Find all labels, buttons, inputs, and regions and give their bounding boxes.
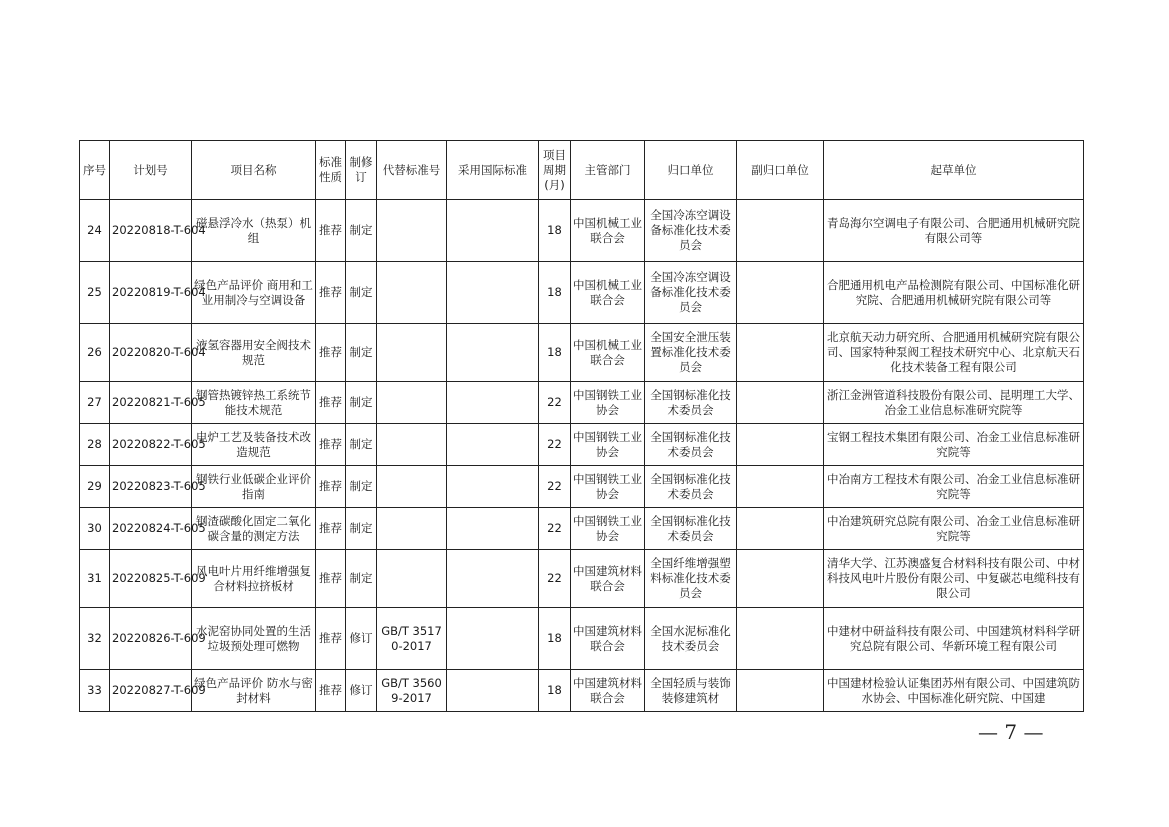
- cell-sub-tc: [737, 508, 824, 550]
- cell-period: 22: [539, 466, 571, 508]
- cell-plan-no: 20220821-T-605: [110, 382, 192, 424]
- cell-project-name: 磁悬浮冷水（热泵）机组: [192, 200, 316, 262]
- cell-drafter: 宝钢工程技术集团有限公司、冶金工业信息标准研究院等: [824, 424, 1084, 466]
- table-row: [80, 508, 1084, 550]
- cell-sub-tc: [737, 262, 824, 324]
- cell-revise: 制定: [346, 324, 377, 382]
- cell-revise: 修订: [346, 608, 377, 670]
- cell-intl-std: [447, 324, 539, 382]
- cell-seq: 33: [80, 670, 110, 712]
- cell-std-nature: 推荐: [316, 200, 346, 262]
- cell-drafter: 中建材中研益科技有限公司、中国建筑材料科学研究总院有限公司、华新环境工程有限公司: [824, 608, 1084, 670]
- cell-sub-tc: [737, 324, 824, 382]
- cell-revise: 制定: [346, 262, 377, 324]
- cell-period: 22: [539, 550, 571, 608]
- table-row: [80, 324, 1084, 382]
- cell-plan-no: 20220824-T-605: [110, 508, 192, 550]
- cell-project-name: 钢管热镀锌热工系统节能技术规范: [192, 382, 316, 424]
- cell-plan-no: 20220825-T-609: [110, 550, 192, 608]
- cell-intl-std: [447, 608, 539, 670]
- cell-drafter: 浙江金洲管道科技股份有限公司、昆明理工大学、冶金工业信息标准研究院等: [824, 382, 1084, 424]
- cell-sub-tc: [737, 670, 824, 712]
- table-row: [80, 200, 1084, 262]
- cell-revise: 制定: [346, 200, 377, 262]
- cell-replaced-std: [377, 550, 447, 608]
- cell-period: 22: [539, 424, 571, 466]
- header-dept: 主管部门: [571, 141, 645, 200]
- table-row: [80, 382, 1084, 424]
- table-row: [80, 424, 1084, 466]
- cell-seq: 30: [80, 508, 110, 550]
- cell-plan-no: 20220823-T-605: [110, 466, 192, 508]
- cell-std-nature: 推荐: [316, 508, 346, 550]
- cell-project-name: 电炉工艺及装备技术改造规范: [192, 424, 316, 466]
- cell-sub-tc: [737, 550, 824, 608]
- cell-drafter: 北京航天动力研究所、合肥通用机械研究院有限公司、国家特种泵阀工程技术研究中心、北京航天石化技术装备工程有限公司: [824, 324, 1084, 382]
- cell-std-nature: 推荐: [316, 608, 346, 670]
- cell-plan-no: 20220826-T-609: [110, 608, 192, 670]
- cell-plan-no: 20220818-T-604: [110, 200, 192, 262]
- header-drafter: 起草单位: [824, 141, 1084, 200]
- cell-intl-std: [447, 424, 539, 466]
- cell-revise: 制定: [346, 382, 377, 424]
- cell-replaced-std: [377, 466, 447, 508]
- cell-tc: 全国轻质与装饰装修建筑材: [645, 670, 737, 712]
- cell-seq: 32: [80, 608, 110, 670]
- cell-drafter: 中冶南方工程技术有限公司、冶金工业信息标准研究院等: [824, 466, 1084, 508]
- cell-drafter: 中国建材检验认证集团苏州有限公司、中国建筑防水协会、中国标准化研究院、中国建: [824, 670, 1084, 712]
- table-body: [80, 200, 1084, 712]
- cell-period: 18: [539, 670, 571, 712]
- table-header-row: [80, 141, 1084, 200]
- cell-intl-std: [447, 200, 539, 262]
- cell-dept: 中国机械工业联合会: [571, 262, 645, 324]
- cell-sub-tc: [737, 200, 824, 262]
- cell-replaced-std: GB/T 35609-2017: [377, 670, 447, 712]
- cell-revise: 修订: [346, 670, 377, 712]
- cell-seq: 27: [80, 382, 110, 424]
- cell-project-name: 钢渣碳酸化固定二氧化碳含量的测定方法: [192, 508, 316, 550]
- cell-drafter: 合肥通用机电产品检测院有限公司、中国标准化研究院、合肥通用机械研究院有限公司等: [824, 262, 1084, 324]
- header-seq: 序号: [80, 141, 110, 200]
- cell-project-name: 风电叶片用纤维增强复合材料拉挤板材: [192, 550, 316, 608]
- cell-sub-tc: [737, 382, 824, 424]
- cell-intl-std: [447, 670, 539, 712]
- cell-std-nature: 推荐: [316, 382, 346, 424]
- cell-plan-no: 20220820-T-604: [110, 324, 192, 382]
- cell-replaced-std: [377, 424, 447, 466]
- table-row: [80, 670, 1084, 712]
- cell-revise: 制定: [346, 466, 377, 508]
- cell-plan-no: 20220819-T-604: [110, 262, 192, 324]
- cell-drafter: 清华大学、江苏澳盛复合材料科技有限公司、中材科技风电叶片股份有限公司、中复碳芯电缆科技有限公司: [824, 550, 1084, 608]
- cell-intl-std: [447, 262, 539, 324]
- cell-tc: 全国钢标准化技术委员会: [645, 508, 737, 550]
- cell-project-name: 绿色产品评价 防水与密封材料: [192, 670, 316, 712]
- cell-dept: 中国钢铁工业协会: [571, 424, 645, 466]
- table-row: [80, 262, 1084, 324]
- cell-intl-std: [447, 550, 539, 608]
- cell-period: 18: [539, 262, 571, 324]
- cell-sub-tc: [737, 608, 824, 670]
- header-plan-no: 计划号: [110, 141, 192, 200]
- cell-tc: 全国钢标准化技术委员会: [645, 424, 737, 466]
- cell-project-name: 水泥窑协同处置的生活垃圾预处理可燃物: [192, 608, 316, 670]
- cell-tc: 全国纤维增强塑料标准化技术委员会: [645, 550, 737, 608]
- cell-std-nature: 推荐: [316, 670, 346, 712]
- cell-replaced-std: [377, 200, 447, 262]
- header-tc: 归口单位: [645, 141, 737, 200]
- cell-std-nature: 推荐: [316, 466, 346, 508]
- standards-plan-table: [79, 140, 1084, 712]
- cell-period: 22: [539, 382, 571, 424]
- header-period: 项目周期(月): [539, 141, 571, 200]
- cell-dept: 中国建筑材料联合会: [571, 608, 645, 670]
- cell-seq: 29: [80, 466, 110, 508]
- cell-replaced-std: [377, 508, 447, 550]
- cell-std-nature: 推荐: [316, 262, 346, 324]
- cell-dept: 中国钢铁工业协会: [571, 382, 645, 424]
- cell-drafter: 中冶建筑研究总院有限公司、冶金工业信息标准研究院等: [824, 508, 1084, 550]
- header-replaced-std: 代替标准号: [377, 141, 447, 200]
- cell-intl-std: [447, 382, 539, 424]
- cell-tc: 全国冷冻空调设备标准化技术委员会: [645, 262, 737, 324]
- cell-period: 18: [539, 324, 571, 382]
- cell-intl-std: [447, 508, 539, 550]
- cell-plan-no: 20220822-T-605: [110, 424, 192, 466]
- cell-seq: 31: [80, 550, 110, 608]
- cell-replaced-std: GB/T 35170-2017: [377, 608, 447, 670]
- cell-replaced-std: [377, 382, 447, 424]
- cell-period: 18: [539, 608, 571, 670]
- page-number: — 7 —: [978, 720, 1044, 744]
- cell-period: 18: [539, 200, 571, 262]
- cell-std-nature: 推荐: [316, 550, 346, 608]
- cell-seq: 28: [80, 424, 110, 466]
- cell-intl-std: [447, 466, 539, 508]
- cell-tc: 全国冷冻空调设备标准化技术委员会: [645, 200, 737, 262]
- cell-revise: 制定: [346, 424, 377, 466]
- cell-std-nature: 推荐: [316, 324, 346, 382]
- cell-seq: 24: [80, 200, 110, 262]
- cell-dept: 中国钢铁工业协会: [571, 508, 645, 550]
- cell-dept: 中国建筑材料联合会: [571, 550, 645, 608]
- cell-project-name: 绿色产品评价 商用和工业用制冷与空调设备: [192, 262, 316, 324]
- cell-dept: 中国钢铁工业协会: [571, 466, 645, 508]
- header-project-name: 项目名称: [192, 141, 316, 200]
- header-sub-tc: 副归口单位: [737, 141, 824, 200]
- cell-revise: 制定: [346, 550, 377, 608]
- cell-tc: 全国水泥标准化技术委员会: [645, 608, 737, 670]
- cell-seq: 25: [80, 262, 110, 324]
- cell-period: 22: [539, 508, 571, 550]
- cell-tc: 全国钢标准化技术委员会: [645, 466, 737, 508]
- table-row: [80, 466, 1084, 508]
- cell-dept: 中国建筑材料联合会: [571, 670, 645, 712]
- cell-plan-no: 20220827-T-609: [110, 670, 192, 712]
- cell-project-name: 液氢容器用安全阀技术规范: [192, 324, 316, 382]
- cell-sub-tc: [737, 466, 824, 508]
- cell-replaced-std: [377, 324, 447, 382]
- cell-revise: 制定: [346, 508, 377, 550]
- cell-dept: 中国机械工业联合会: [571, 200, 645, 262]
- header-revise: 制修订: [346, 141, 377, 200]
- table-row: [80, 550, 1084, 608]
- header-intl-std: 采用国际标准: [447, 141, 539, 200]
- cell-std-nature: 推荐: [316, 424, 346, 466]
- cell-drafter: 青岛海尔空调电子有限公司、合肥通用机械研究院有限公司等: [824, 200, 1084, 262]
- cell-sub-tc: [737, 424, 824, 466]
- cell-replaced-std: [377, 262, 447, 324]
- cell-project-name: 钢铁行业低碳企业评价指南: [192, 466, 316, 508]
- table-row: [80, 608, 1084, 670]
- cell-tc: 全国安全泄压装置标准化技术委员会: [645, 324, 737, 382]
- header-std-nature: 标准性质: [316, 141, 346, 200]
- cell-tc: 全国钢标准化技术委员会: [645, 382, 737, 424]
- cell-dept: 中国机械工业联合会: [571, 324, 645, 382]
- cell-seq: 26: [80, 324, 110, 382]
